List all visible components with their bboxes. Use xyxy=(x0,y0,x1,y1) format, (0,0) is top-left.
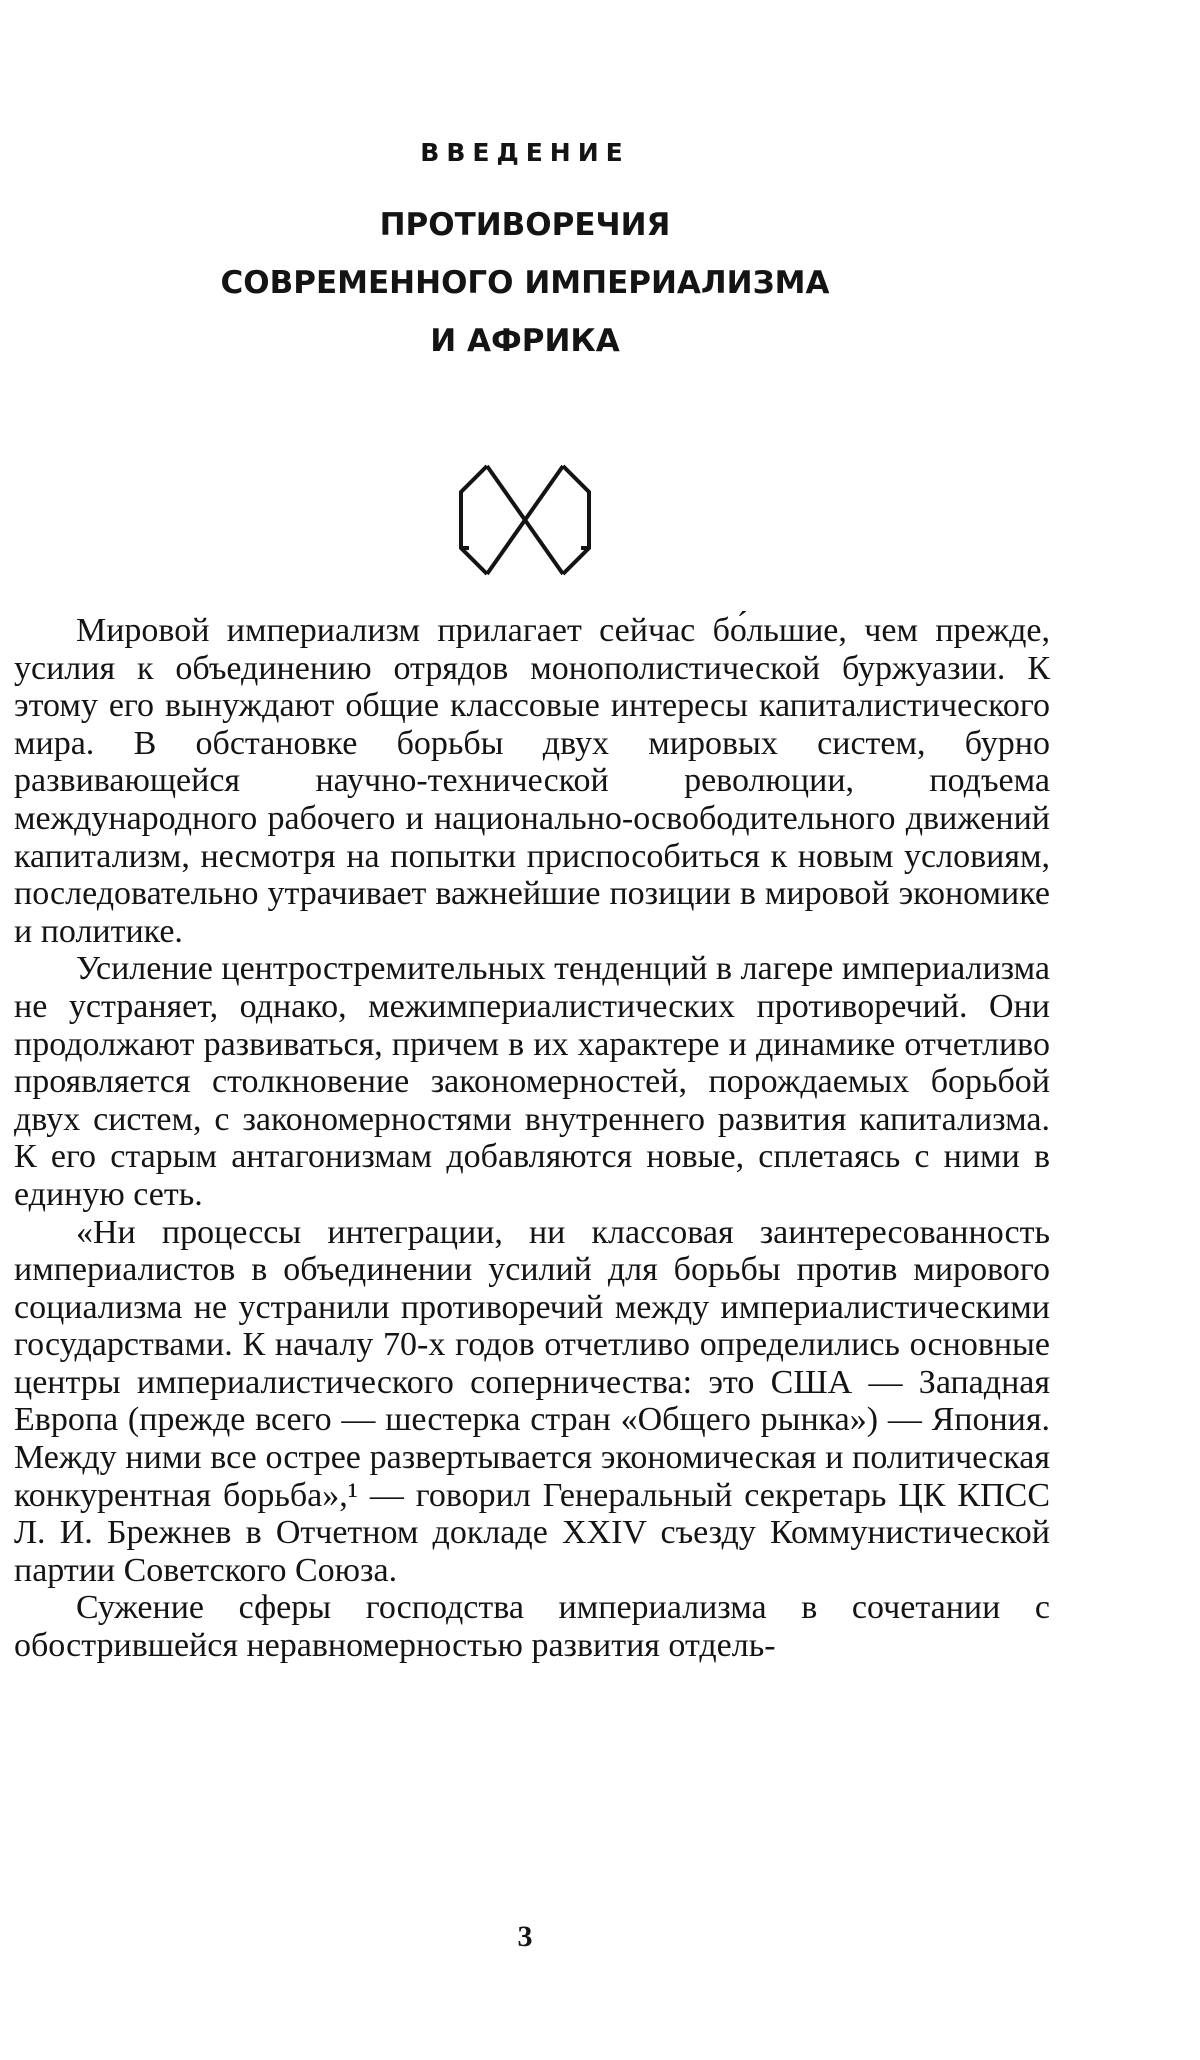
page-number: 3 xyxy=(517,1920,533,1953)
chapter-title xyxy=(0,196,1050,370)
paragraph: Усиление центростремительных тенденций в лагере империализма не устраняет, однако, межимпериалистических противоречий. Они продолжают развиваться, причем в их характере и динамике отчетливо проявляется столкновение закономерностей, порождаемых борьбой двух систем, с закономерностями внутреннего развития капитализма. К его старым антагонизмам добавляются новые, сплетаясь с ними в единую сеть. xyxy=(14,950,1050,1213)
crossed-diamond-ornament-icon xyxy=(455,462,595,577)
body-text xyxy=(14,612,1050,1665)
paragraph: Мировой империализм прилагает сейчас бо́льшие, чем прежде, усилия к объединению отрядов монополистической буржуазии. К этому его вынуждают общие классовые интересы капиталистического мира. В обстановке борьбы двух мировых систем, бурно развивающейся научно-технической революции, подъема международного рабочего и национально-освободительного движений капитализм, несмотря на попытки приспособиться к новым условиям, последовательно утрачивает важнейшие позиции в мировой экономике и политике. xyxy=(14,612,1050,950)
chapter-title-line: И АФРИКА xyxy=(430,323,620,359)
chapter-title-line: ПРОТИВОРЕЧИЯ xyxy=(379,207,671,243)
section-label: ВВЕДЕНИЕ xyxy=(420,138,630,167)
paragraph: «Ни процессы интеграции, ни классовая заинтересованность империалистов в объединении усилий для борьбы против мирового социализма не устранили противоречий между империалистическими государствами. К началу 70-х годов отчетливо определились основные центры империалистического соперничества: это США — Западная Европа (прежде всего — шестерка стран «Общего рынка») — Япония. Между ними все острее развертывается экономическая и политическая конкурентная борьба»,¹ — говорил Генеральный секретарь ЦК КПСС Л. И. Брежнев в Отчетном докладе XXIV съезду Коммунистической партии Советского Союза. xyxy=(14,1213,1050,1589)
paragraph: Сужение сферы господства империализма в сочетании с обострившейся неравномерностью развития отдель- xyxy=(14,1589,1050,1665)
chapter-title-line: СОВРЕМЕННОГО ИМПЕРИАЛИЗМА xyxy=(220,265,830,301)
